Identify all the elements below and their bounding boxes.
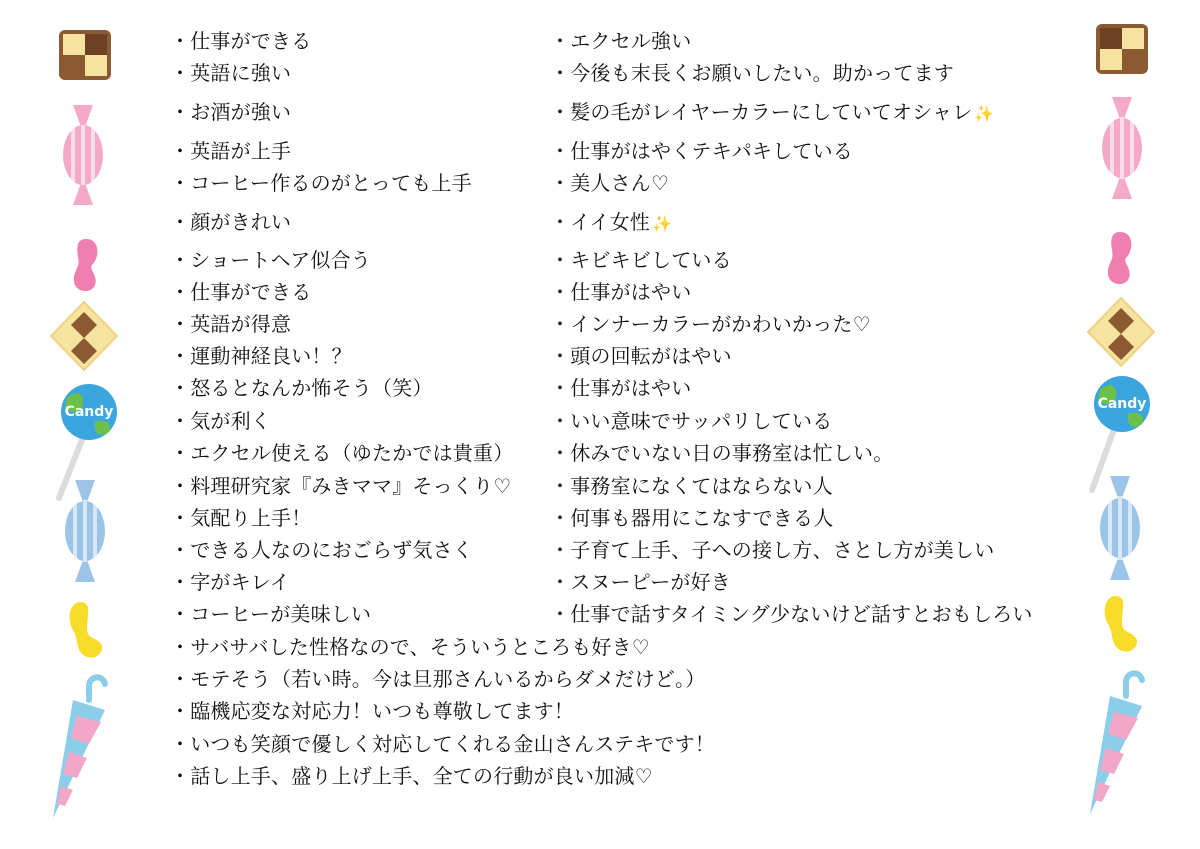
- sparkle-icon: ✨: [652, 214, 673, 233]
- right-item-2: ・今後も末長くお願いしたい。助かってます: [550, 61, 954, 85]
- left-item-7: ・ショートヘア似合う: [170, 248, 371, 272]
- left-item-18: ・コーヒーが美味しい: [170, 602, 372, 626]
- right-item-14: ・事務室になくてはならない人: [550, 474, 833, 498]
- right-item-7: ・キビキビしている: [550, 248, 732, 272]
- left-item-13: ・エクセル使える（ゆたかでは貴重）: [170, 441, 514, 465]
- full-item-4: ・いつも笑顔で優しく対応してくれる金山さんステキです！: [170, 732, 715, 756]
- left-item-5: ・コーヒー作るのがとっても上手: [170, 171, 472, 195]
- right-item-10: ・頭の回転がはやい: [550, 344, 732, 368]
- blue-striped-candy-icon: [1100, 476, 1140, 580]
- full-item-1: ・サバサバした性格なので、そういうところも好き♡: [170, 635, 650, 659]
- right-item-17: ・スヌーピーが好き: [550, 570, 731, 594]
- pink-striped-candy-icon: [63, 105, 103, 205]
- full-item-3: ・臨機応変な対応力！いつも尊敬してます！: [170, 699, 574, 723]
- left-item-12: ・気が利く: [170, 409, 271, 433]
- right-item-18: ・仕事で話すタイミング少ないけど話すとおもしろい: [550, 602, 1033, 626]
- sparkle-icon: ✨: [974, 104, 995, 123]
- compliment-list: [170, 0, 1060, 849]
- full-item-5: ・話し上手、盛り上げ上手、全ての行動が良い加減♡: [170, 764, 653, 788]
- left-candy-decorations: [35, 0, 135, 849]
- umbrella-icon: [1080, 668, 1160, 818]
- left-item-16: ・できる人なのにおごらず気さく: [170, 538, 473, 562]
- left-item-6: ・顔がきれい: [170, 210, 292, 234]
- blue-striped-candy-icon: [65, 480, 105, 582]
- right-item-9: ・インナーカラーがかわいかった♡: [550, 312, 871, 336]
- left-item-14: ・料理研究家『みきママ』そっくり♡: [170, 474, 512, 498]
- pink-jellybean-icon: [70, 237, 102, 293]
- pink-striped-candy-icon: [1102, 97, 1142, 199]
- umbrella-icon: [43, 672, 123, 822]
- yellow-jellybean-icon: [65, 600, 105, 660]
- lollipop-label: Candy: [64, 404, 114, 420]
- yellow-jellybean-icon: [1100, 594, 1140, 654]
- diamond-cookie-icon: [1086, 296, 1156, 368]
- right-item-6: [550, 209, 672, 237]
- left-item-10: ・運動神経良い！？: [170, 344, 352, 368]
- left-item-2: ・英語に強い: [170, 61, 292, 85]
- left-item-8: ・仕事ができる: [170, 280, 312, 304]
- diamond-cookie-icon: [49, 300, 119, 372]
- lollipop-label: Candy: [1097, 396, 1147, 412]
- left-item-1: ・仕事ができる: [170, 29, 312, 53]
- right-item-13: ・休みでいない日の事務室は忙しい。: [550, 441, 894, 465]
- right-candy-decorations: [1072, 0, 1172, 849]
- pink-jellybean-icon: [1104, 230, 1136, 288]
- right-item-4: ・仕事がはやくテキパキしている: [550, 139, 853, 163]
- left-item-17: ・字がキレイ: [170, 570, 290, 594]
- right-item-8: ・仕事がはやい: [550, 280, 692, 304]
- right-item-3-text: ・髪の毛がレイヤーカラーにしていてオシャレ: [550, 100, 973, 124]
- checkered-cookie-icon: [57, 28, 113, 82]
- left-item-11: ・怒るとなんか怖そう（笑）: [170, 376, 433, 400]
- right-item-5: ・美人さん♡: [550, 171, 670, 195]
- left-item-15: ・気配り上手！: [170, 506, 312, 530]
- right-item-6-text: ・イイ女性: [550, 210, 650, 234]
- right-item-1: ・エクセル強い: [550, 29, 692, 53]
- checkered-cookie-icon: [1094, 22, 1150, 76]
- right-item-15: ・何事も器用にこなすできる人: [550, 506, 834, 530]
- right-item-3: [550, 99, 995, 127]
- left-item-4: ・英語が上手: [170, 139, 292, 163]
- left-item-9: ・英語が得意: [170, 312, 292, 336]
- full-item-2: ・モテそう（若い時。今は旦那さんいるからダメだけど。）: [170, 667, 706, 691]
- right-item-16: ・子育て上手、子への接し方、さとし方が美しい: [550, 538, 995, 562]
- left-item-3: ・お酒が強い: [170, 100, 292, 124]
- right-item-11: ・仕事がはやい: [550, 376, 692, 400]
- right-item-12: ・いい意味でサッパリしている: [550, 409, 833, 433]
